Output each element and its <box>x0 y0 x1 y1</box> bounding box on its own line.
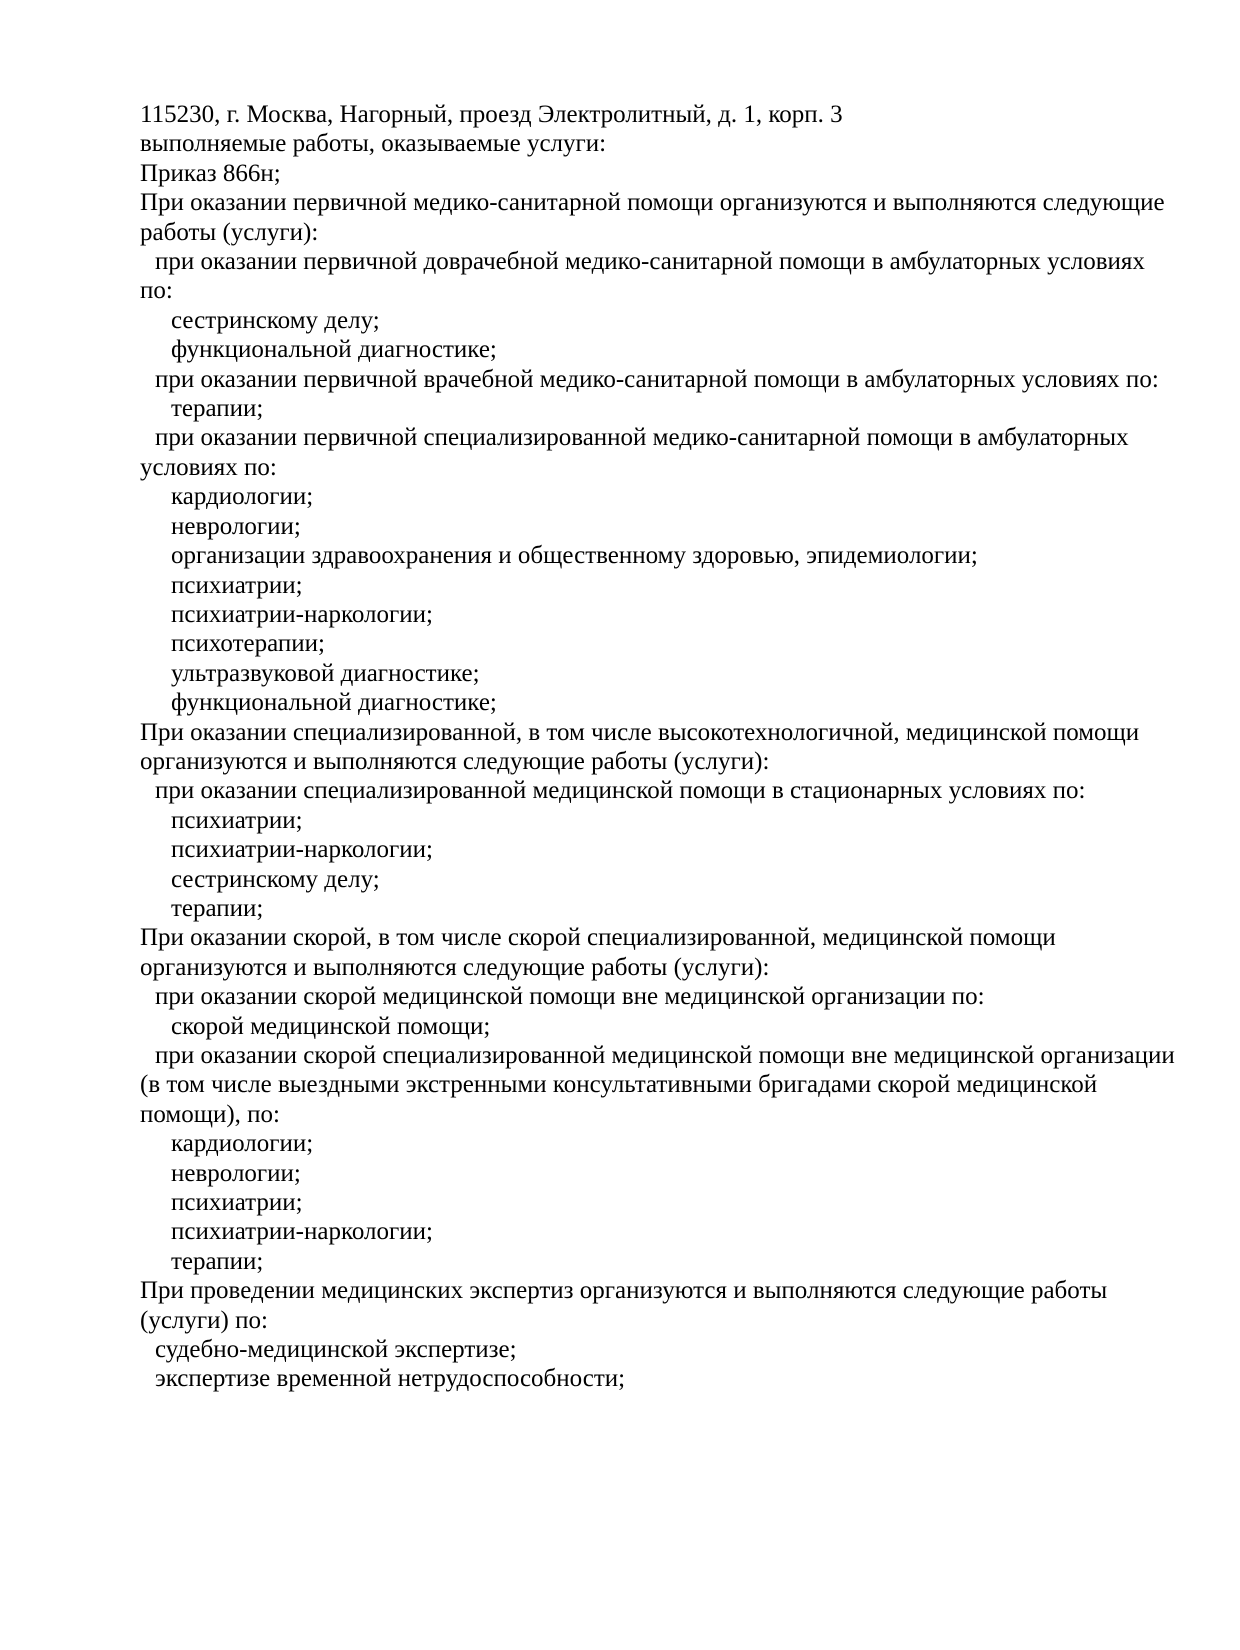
document-line: работы (услуги): <box>140 218 319 246</box>
document-line: экспертизе временной нетрудоспособности; <box>155 1365 626 1393</box>
document-line: (услуги) по: <box>140 1306 268 1334</box>
document-line: судебно-медицинской экспертизе; <box>155 1336 517 1364</box>
document-line: психиатрии-наркологии; <box>171 600 433 628</box>
document-line: при оказании первичной специализированной медико-санитарной помощи в амбулаторных <box>155 424 1129 452</box>
document-line: психотерапии; <box>171 630 325 658</box>
document-line: психиатрии-наркологии; <box>171 1218 433 1246</box>
document-line: кардиологии; <box>171 1130 314 1158</box>
document-line: терапии; <box>171 894 264 922</box>
document-line: психиатрии-наркологии; <box>171 836 433 864</box>
document-line: условиях по: <box>140 453 277 481</box>
document-line: терапии; <box>171 1247 264 1275</box>
document-line: терапии; <box>171 395 264 423</box>
document-line: (в том числе выездными экстренными консультативными бригадами скорой медицинской <box>140 1071 1098 1099</box>
document-line: 115230, г. Москва, Нагорный, проезд Электролитный, д. 1, корп. 3 <box>140 101 843 128</box>
document-line: психиатрии; <box>171 806 303 834</box>
document-line: при оказании специализированной медицинской помощи в стационарных условиях по: <box>155 777 1086 805</box>
document-line: при оказании скорой медицинской помощи вне медицинской организации по: <box>155 983 985 1011</box>
document-line: организуются и выполняются следующие работы (услуги): <box>140 953 770 981</box>
document-line: При оказании первичной медико-санитарной помощи организуются и выполняются следующие <box>140 189 1165 217</box>
document-line: сестринскому делу; <box>171 865 380 893</box>
document-line: организации здравоохранения и общественному здоровью, эпидемиологии; <box>171 542 978 570</box>
document-line: функциональной диагностике; <box>171 689 497 717</box>
document-line: функциональной диагностике; <box>171 336 497 364</box>
document-line: при оказании первичной врачебной медико-санитарной помощи в амбулаторных условиях по: <box>155 365 1159 393</box>
document-line: При оказании специализированной, в том числе высокотехнологичной, медицинской помощи <box>140 718 1140 746</box>
document-text-block <box>140 100 1200 1394</box>
document-line: ультразвуковой диагностике; <box>171 659 480 687</box>
document-line: скорой медицинской помощи; <box>171 1012 491 1040</box>
document-line: при оказании скорой специализированной медицинской помощи вне медицинской организации <box>155 1042 1175 1069</box>
document-line: по: <box>140 277 173 305</box>
document-line: помощи), по: <box>140 1100 281 1128</box>
document-line: организуются и выполняются следующие работы (услуги): <box>140 747 770 775</box>
document-line: при оказании первичной доврачебной медико-санитарной помощи в амбулаторных условиях <box>155 248 1145 276</box>
document-line: психиатрии; <box>171 1189 303 1217</box>
document-line: При оказании скорой, в том числе скорой специализированной, медицинской помощи <box>140 924 1056 952</box>
document-line: психиатрии; <box>171 571 303 599</box>
document-line: сестринскому делу; <box>171 306 380 334</box>
document-line: выполняемые работы, оказываемые услуги: <box>140 130 607 158</box>
document-line: кардиологии; <box>171 483 314 511</box>
document-line: Приказ 866н; <box>140 159 281 187</box>
document-line: неврологии; <box>171 1159 301 1187</box>
document-line: неврологии; <box>171 512 301 540</box>
document-line: При проведении медицинских экспертиз организуются и выполняются следующие работы <box>140 1277 1108 1305</box>
